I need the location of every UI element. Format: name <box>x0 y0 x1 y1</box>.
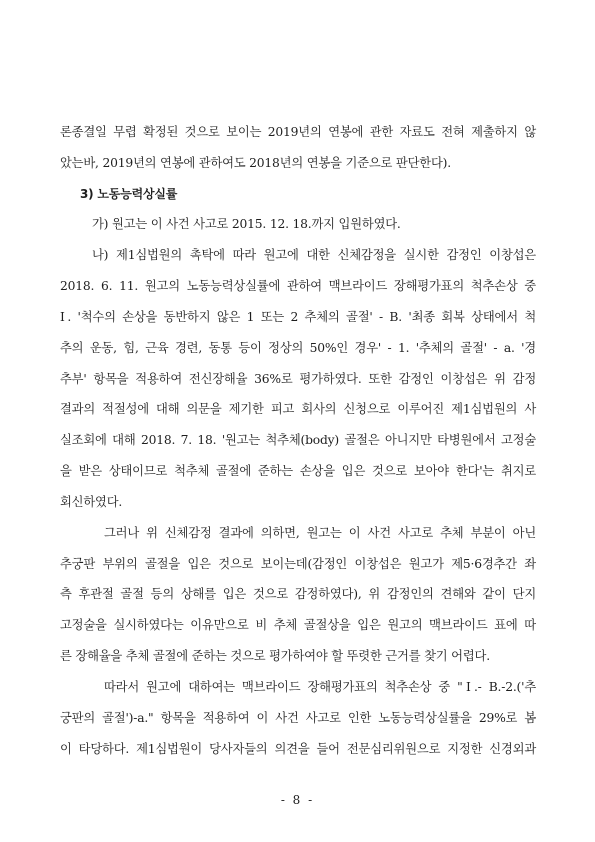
paragraph-line: 른 장해율을 추체 골절에 준하는 것으로 평가하여야 할 뚜렷한 근거를 찾기 어렵다. <box>60 649 490 663</box>
paragraph-line: 았는바, 2019년의 연봉에 관하여도 2018년의 연봉을 기준으로 판단한다). <box>60 156 451 170</box>
paragraph-line: 고정술을 실시하였다는 이유만으로 비 추체 골절상을 입은 원고의 맥브라이드 표에 따 <box>60 618 536 632</box>
paragraph-line: 따라서 원고에 대하여는 맥브라이드 장해평가표의 척추손상 중 "Ⅰ.- B.-2.('추 <box>104 680 536 694</box>
paragraph-line: 회신하였다. <box>60 495 123 509</box>
paragraph-line: 가) 원고는 이 사건 사고로 2015. 12. 18.까지 입원하였다. <box>92 217 401 231</box>
paragraph-line: 결과의 적절성에 대해 의문을 제기한 피고 회사의 신청으로 이루어진 제1심법원의 사 <box>60 402 536 416</box>
paragraph-line: 추부' 항목을 적용하여 전신장해율 36%로 평가하였다. 또한 감정인 이창섭은 위 감정 <box>60 372 536 386</box>
paragraph-line: 실조회에 대해 2018. 7. 18. '원고는 척추체(body) 골절은 아니지만 타병원에서 고정술 <box>60 433 536 447</box>
section-heading: 3) 노동능력상실률 <box>80 187 178 201</box>
paragraph-line: 측 후관절 골절 등의 상해를 입은 것으로 감정하였다), 위 감정인의 견해와 같이 단지 <box>60 587 536 601</box>
paragraph-line: Ⅰ. '척수의 손상을 동반하지 않은 1 또는 2 추체의 골절' - B. '최종 회복 상태에서 척 <box>60 310 536 324</box>
paragraph-line: 그러나 위 신체감정 결과에 의하면, 원고는 이 사건 사고로 추체 부분이 아닌 <box>104 526 536 540</box>
paragraph-line: 이 타당하다. 제1심법원이 당사자들의 의견을 들어 전문심리위원으로 지정한 신경외과 <box>60 742 536 756</box>
paragraph-line: 궁판의 골절')-a." 항목을 적용하여 이 사건 사고로 인한 노동능력상실률을 29%로 봄 <box>60 711 536 725</box>
paragraph-line: 2018. 6. 11. 원고의 노동능력상실률에 관하여 맥브라이드 장해평가표의 척추손상 중 <box>60 279 536 293</box>
paragraph-line: 나) 제1심법원의 촉탁에 따라 원고에 대한 신체감정을 실시한 감정인 이창섭은 <box>92 248 536 262</box>
paragraph-line: 추의 운동, 힘, 근육 경련, 동통 등이 정상의 50%인 경우' - 1. '추체의 골절' - a. '경 <box>60 341 536 355</box>
paragraph-line: 추궁판 부위의 골절을 입은 것으로 보이는데(감정인 이창섭은 원고가 제5·6경추간 좌 <box>60 557 536 571</box>
paragraph-line: 론종결일 무렵 확정된 것으로 보이는 2019년의 연봉에 관한 자료도 전혀 제출하지 않 <box>60 125 536 139</box>
paragraph-line: 을 받은 상태이므로 척추체 골절에 준하는 손상을 입은 것으로 보아야 한다'는 취지로 <box>60 464 536 478</box>
page-number: - 8 - <box>280 793 315 807</box>
